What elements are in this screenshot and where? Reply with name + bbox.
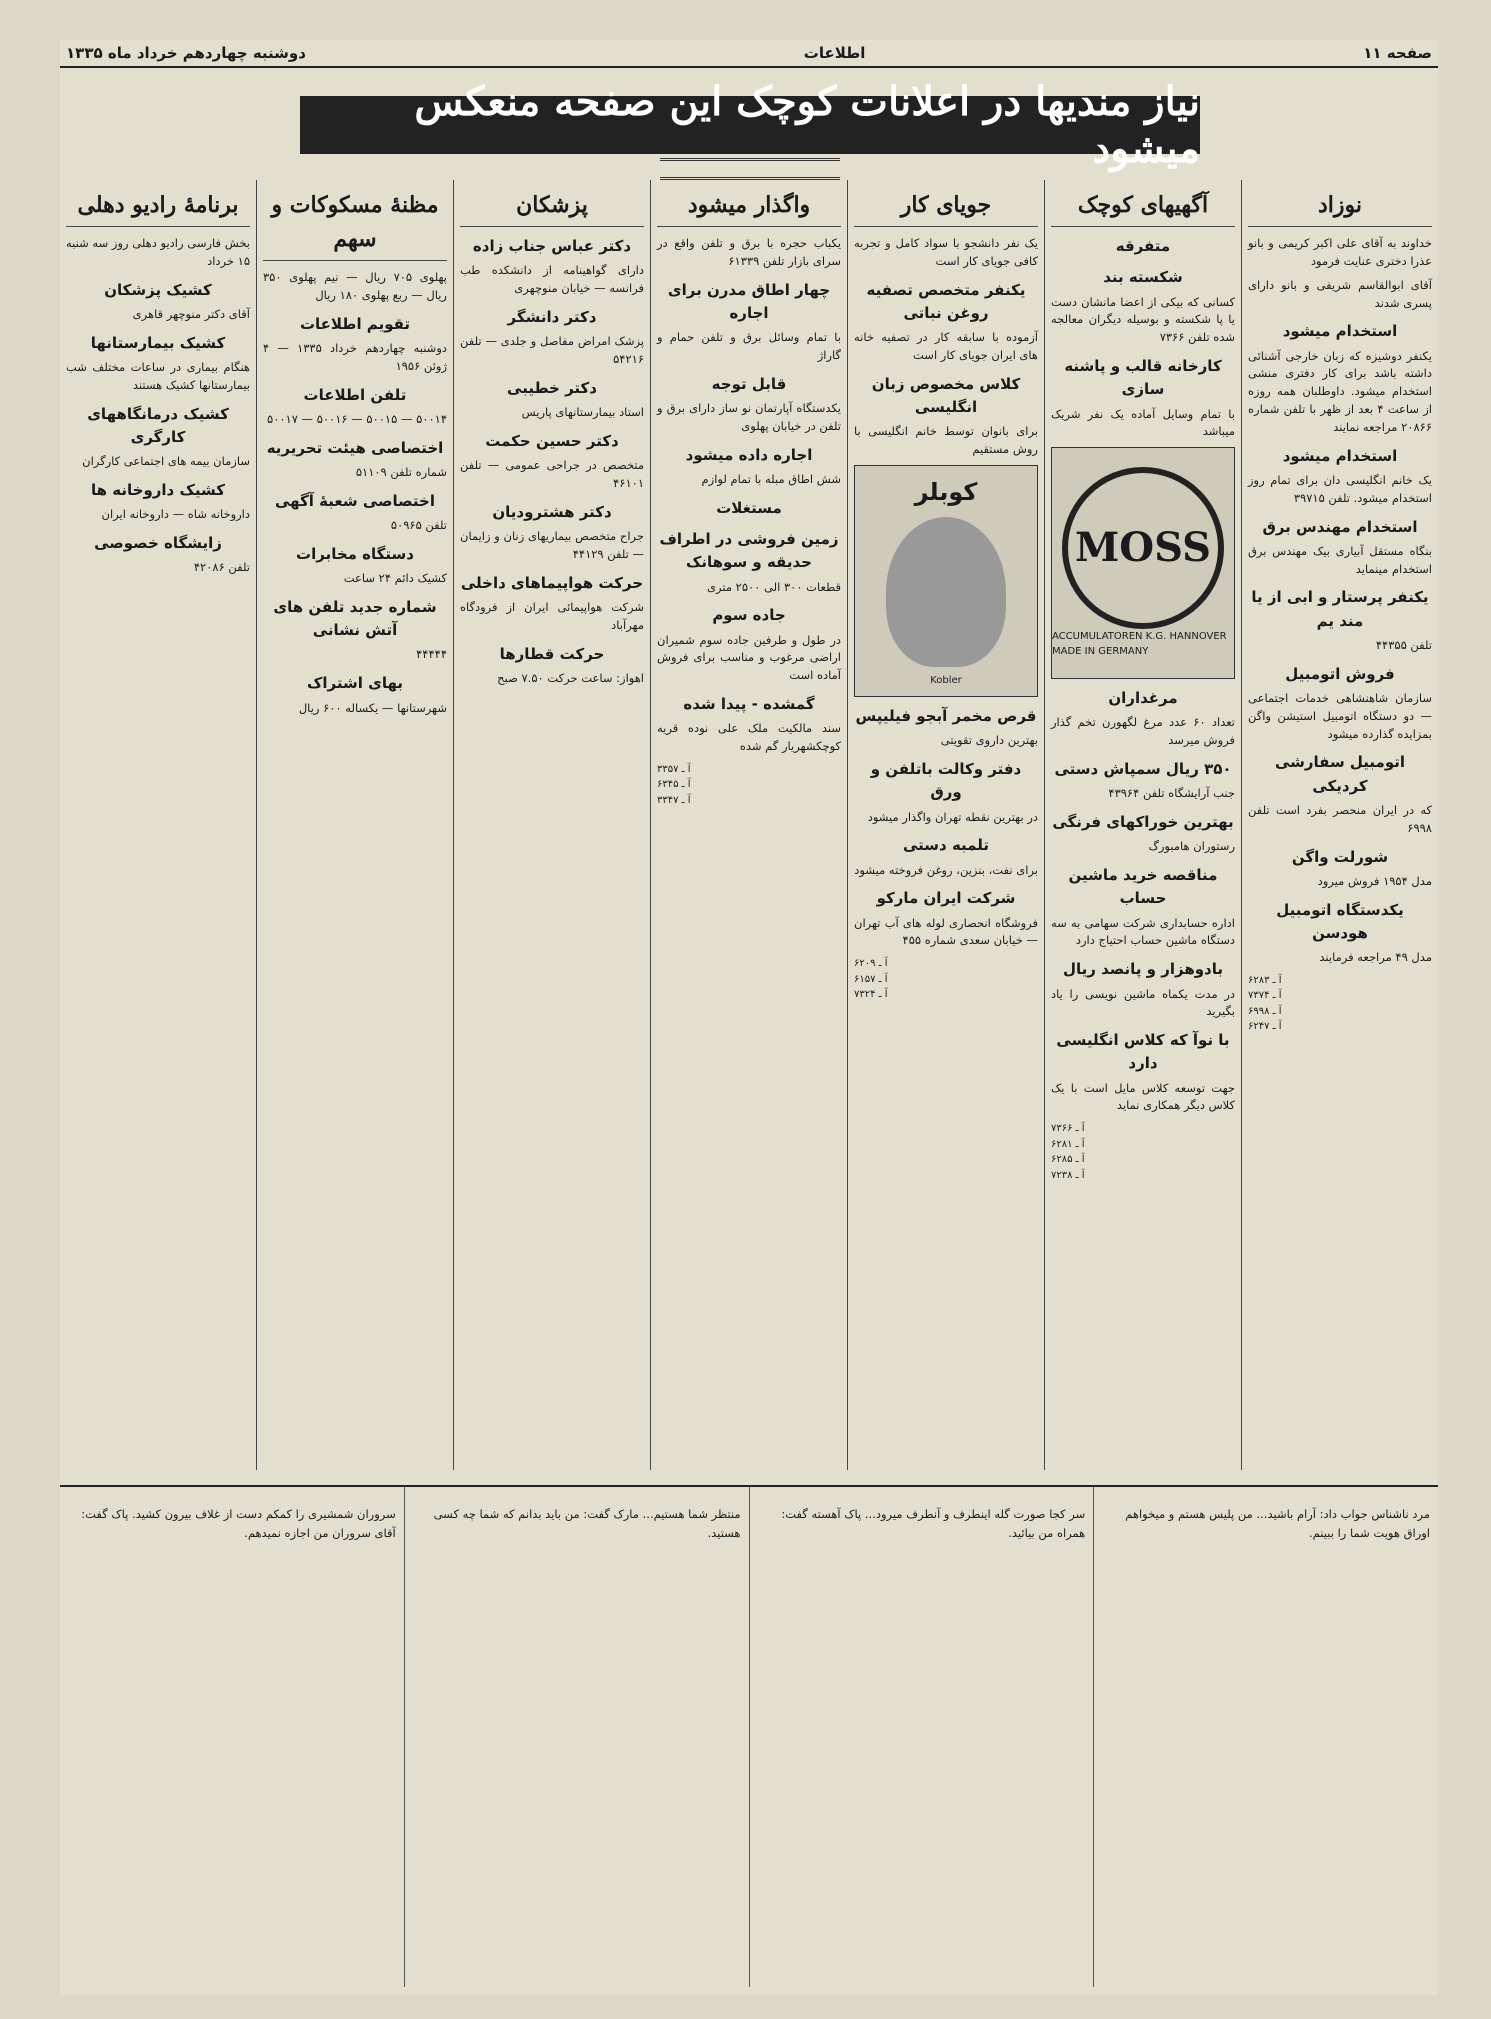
ornament-divider [660, 158, 840, 180]
ad-heading: دکتر خطیبی [507, 378, 597, 397]
story-text: سروران شمشیری را کمکم دست از غلاف بیرون کشید. پاک گفت: آقای سروران من اجازه نمیدهم. [81, 1506, 396, 1541]
ad-heading: تقویم اطلاعات [299, 314, 411, 333]
story-column [60, 1487, 404, 1987]
ad-heading: اختصاصی هیئت تحریریه [266, 438, 444, 457]
classified-column [650, 180, 847, 1470]
column-title: مظنهٔ مسکوکات و سهم [263, 188, 447, 261]
classified-column [1241, 180, 1438, 1470]
ad-text: در طول و طرفین جاده سوم شمیران اراضی مرغوب و مناسب برای فروش آماده است [657, 632, 841, 683]
ad-heading: استخدام میشود [1282, 322, 1398, 341]
ad-caption: ACCUMULATOREN K.G. HANNOVER MADE IN GERMANY [1052, 630, 1227, 658]
ad-text: پهلوی ۷۰۵ ریال — نیم پهلوی ۳۵۰ ریال — ربع پهلوی ۱۸۰ ریال [263, 270, 448, 302]
ad-text: برای نفت، بنزین، روغن فروخته میشود [854, 862, 1038, 877]
ad-code: آ ـ ۳۳۴۷ [657, 794, 691, 806]
ad-heading: کلاس مخصوص زبان انگلیسی [871, 374, 1021, 417]
ad-caption: Kobler [930, 674, 962, 686]
ad-text: آقای دکتر منوچهر قاهری [132, 306, 250, 321]
ad-heading: دفتر وکالت باتلفن و ورق [870, 760, 1022, 802]
ad-text: دوشنبه چهاردهم خرداد ۱۳۳۵ — ۴ ژوئن ۱۹۵۶ [263, 341, 447, 373]
story-column [749, 1487, 1094, 1987]
ad-heading: مرغداران [1108, 689, 1178, 708]
ad-text: شرکت هواپیمائی ایران از فرودگاه مهرآباد [460, 599, 644, 632]
ad-heading: مناقصه خرید ماشین حساب [1068, 866, 1218, 908]
ad-text: تلفن ۴۲۰۸۶ [193, 560, 250, 575]
page-header [60, 40, 1438, 68]
ad-code: آ ـ ۷۳۷۴ [1248, 990, 1282, 1002]
ad-heading: شورلت واگن [1291, 847, 1389, 866]
ad-text: بنگاه مستقل آبیاری بیک مهندس برق استخدام مینماید [1248, 543, 1432, 576]
ad-code: آ ـ ۶۲۸۳ [1248, 974, 1282, 986]
ad-brand: کوبلر [914, 477, 978, 506]
ad-text: آزموده با سابقه کار در تصفیه خانه های ایران جویای کار است [854, 330, 1038, 363]
moss-logo: MOSS [1062, 467, 1224, 629]
story-column [1093, 1487, 1438, 1987]
ad-heading: بهترین خوراکهای فرنگی [1052, 813, 1234, 832]
newspaper-page [60, 40, 1438, 1995]
ad-text: یکنفر دوشیزه که زبان خارجی آشنائی داشته باشد برای کار دفتری منشی استخدام میشود. داوطلبان همه روزه از ساعت ۴ بعد از ظهر با تلفن شماره ۲۰۸۶۶ مراجعه نمایند [1248, 348, 1433, 434]
classifieds-banner: نیاز مندیها در اعلانات کوچک این صفحه منعکس میشود [300, 96, 1200, 154]
ad-text: یکدستگاه آپارتمان نو ساز دارای برق و تلفن در خیابان پهلوی [657, 401, 841, 433]
ad-text: بخش فارسی رادیو دهلی روز سه شنبه ۱۵ خرداد [66, 236, 250, 268]
story-text: منتظر شما هستیم... مارک گفت: من باید بدانم که شما چه کسی هستید. [433, 1506, 741, 1541]
ad-code: آ ـ ۶۲۸۵ [1051, 1154, 1085, 1166]
ad-heading: دکتر عباس جناب زاده [472, 237, 632, 256]
ad-text: سازمان بیمه های اجتماعی کارگران [82, 454, 250, 469]
ad-text: فروشگاه انحصاری لوله های آب تهران — خیابان سعدی شماره ۴۵۵ [854, 915, 1038, 948]
ad-heading: قرص مخمر آبجو فیلیپس [855, 706, 1037, 725]
ad-code: آ ـ ۳۳۵۷ [657, 763, 691, 775]
ad-text: که در ایران منحصر بفرد است تلفن ۶۹۹۸ [1248, 802, 1432, 835]
ad-text: شماره تلفن ۵۱۱۰۹ [355, 465, 447, 479]
column-title: برنامهٔ رادیو دهلی [66, 188, 250, 227]
ad-text: قطعات ۳۰۰ الی ۲۵۰۰ متری [707, 579, 841, 594]
ad-heading: یکدستگاه اتومبیل هودسن [1276, 900, 1404, 942]
ad-heading: زمین فروشی در اطراف حدیقه و سوهانک [659, 530, 839, 572]
ad-heading: استخدام میشود [1282, 446, 1398, 465]
ad-heading: ۳۵۰ ریال سمپاش دستی [1054, 760, 1232, 779]
ad-code: آ ـ ۷۳۲۴ [854, 989, 888, 1001]
serial-story [60, 1485, 1438, 1987]
ad-heading: شکسته بند [1103, 268, 1183, 287]
ad-text: تلفن ۵۰۹۶۵ [390, 518, 447, 533]
ad-heading: یکنفر متخصص تصفیه روغن نباتی [866, 280, 1026, 322]
ad-text: رستوران هامبورگ [1148, 839, 1235, 854]
ad-text: اداره حسابداری شرکت سهامی به سه دستگاه ماشین حساب احتیاج دارد [1051, 915, 1235, 948]
ad-text: شهرستانها — یکساله ۶۰۰ ریال [298, 700, 447, 715]
ad-text: مدل ۱۹۵۴ فروش میرود [1317, 873, 1432, 888]
ad-heading: بادوهزار و پانصد ریال [1062, 960, 1224, 979]
ad-text: کشیک دائم ۲۴ ساعت [343, 571, 447, 586]
ad-heading: بهای اشتراک [307, 674, 403, 693]
ad-heading: شرکت ایران مارکو [876, 889, 1016, 908]
ad-heading: کشیک داروخانه ها [91, 480, 225, 499]
column-title: واگذار میشود [657, 188, 841, 227]
advertisement [854, 465, 1038, 697]
ad-code: آ ـ ۶۲۸۱ [1051, 1138, 1085, 1150]
classified-column [453, 180, 650, 1470]
story-text: مرد ناشناس جواب داد: آرام باشید... من پلیس هستم و میخواهم اوراق هویت شما را ببینم. [1125, 1506, 1430, 1541]
ad-text: در بهترین نقطه تهران واگذار میشود [867, 809, 1038, 824]
ad-text: شش اطاق مبله با تمام لوازم [701, 471, 841, 486]
ad-heading: شماره جدید تلفن های آتش نشانی [273, 597, 437, 640]
ad-code: آ ـ ۷۳۶۶ [1051, 1123, 1085, 1135]
ad-text: داروخانه شاه — داروخانه ایران [101, 507, 250, 522]
column-title: پزشکان [460, 188, 644, 227]
ad-heading: کشیک درمانگاههای کارگری [87, 404, 229, 446]
ad-text: ۵۰۰۱۴ — ۵۰۰۱۵ — ۵۰۰۱۶ — ۵۰۰۱۷ [267, 411, 447, 426]
ad-code: آ ـ ۶۲۴۷ [1248, 1021, 1282, 1033]
ad-heading: تلفن اطلاعات [303, 385, 407, 404]
ad-text: یکباب حجره با برق و تلفن واقع در سرای بازار تلفن ۶۱۳۳۹ [657, 236, 841, 268]
ad-heading: تلمبه دستی [902, 836, 989, 855]
ad-text: سازمان شاهنشاهی خدمات اجتماعی — دو دستگاه اتومبیل استیشن واگن بمزایده گذارده میشود [1248, 690, 1432, 741]
classified-column [256, 180, 453, 1470]
ad-text: سند مالکیت ملک علی نوده قریه کوچکشهریار گم شده [657, 721, 841, 754]
classified-column [60, 180, 256, 1470]
ad-text: بهترین داروی تقویتی [940, 733, 1038, 748]
ad-heading: یکنفر پرستار و ابی از یا مند یم [1251, 588, 1429, 630]
ad-text: متخصص در جراحی عمومی — تلفن ۴۶۱۰۱ [460, 458, 644, 490]
ad-text: دارای گواهینامه از دانشکده طب فرانسه — خیابان منوچهری [460, 263, 644, 296]
ad-heading: دکتر هشترودیان [492, 502, 612, 521]
advertisement [1051, 447, 1235, 679]
ad-heading: حرکت هواپیماهای داخلی [460, 573, 644, 592]
ad-code: آ ـ ۶۱۵۷ [854, 973, 888, 985]
ad-heading: با نوآ که کلاس انگلیسی دارد [1056, 1031, 1230, 1073]
ad-heading: متفرقه [1115, 237, 1171, 256]
newspaper-name: اطلاعات [803, 44, 866, 62]
ad-code: آ ـ ۶۹۹۸ [1248, 1005, 1282, 1017]
ad-text: جنب آرایشگاه تلفن ۴۳۹۶۴ [1108, 786, 1235, 801]
ad-heading: گمشده - پیدا شده [683, 695, 815, 714]
ad-heading: چهار اطاق مدرن برای اجاره [667, 280, 831, 322]
ad-text: آقای ابوالقاسم شریفی و بانو دارای پسری شدند [1248, 277, 1432, 310]
ad-heading: مستغلات [716, 498, 782, 517]
ad-text: هنگام بیماری در ساعات مختلف شب بیمارستانها کشیک هستند [66, 360, 250, 392]
ad-text: خداوند به آقای علی اکبر کریمی و بانو عذرا دختری عنایت فرمود [1248, 236, 1432, 268]
ad-heading: اختصاصی شعبهٔ آگهی [275, 491, 435, 510]
ad-code: آ ـ ۷۲۳۸ [1051, 1169, 1085, 1181]
ad-heading: دکتر دانشگر [507, 307, 597, 326]
ad-text: ۴۴۴۴۴ [416, 647, 447, 662]
ad-heading: دستگاه مخابرات [296, 544, 414, 563]
classifieds-columns [60, 180, 1438, 1470]
ad-text: جراح متخصص بیماریهای زنان و زایمان — تلفن ۴۴۱۲۹ [460, 529, 644, 561]
ad-text: یک نفر دانشجو با سواد کامل و تجربه کافی جویای کار است [854, 236, 1038, 268]
ad-text: پزشک امراض مفاصل و جلدی — تلفن ۵۴۲۱۶ [460, 334, 644, 367]
page-number: صفحه ۱۱ [1363, 44, 1432, 62]
ad-heading: کشیک پزشکان [104, 280, 212, 299]
column-title: جویای کار [854, 188, 1038, 227]
ad-heading: حرکت قطارها [499, 644, 605, 663]
story-column [404, 1487, 749, 1987]
ad-code: آ ـ ۶۲۰۹ [854, 958, 888, 970]
ad-text: یک خانم انگلیسی دان برای تمام روز استخدام میشود. تلفن ۳۹۷۱۵ [1248, 472, 1432, 505]
column-title: نوزاد [1248, 188, 1432, 227]
column-title: آگهیهای کوچک [1051, 188, 1235, 227]
ad-text: اهواز: ساعت حرکت ۷.۵۰ صبح [497, 670, 644, 685]
ad-heading: کارخانه قالب و پاشنه سازی [1064, 357, 1222, 399]
ad-heading: فروش اتومبیل [1285, 664, 1395, 683]
ad-heading: کشیک بیمارستانها [90, 333, 226, 352]
ad-heading: زایشگاه خصوصی [94, 534, 222, 553]
ad-text: با تمام وسائل برق و تلفن حمام و گاراژ [657, 330, 841, 363]
ad-code: آ ـ ۶۳۴۵ [657, 779, 691, 791]
ad-text: برای بانوان توسط خانم انگلیسی با روش مستقیم [854, 424, 1038, 457]
issue-date: دوشنبه چهاردهم خرداد ماه ۱۳۳۵ [66, 44, 306, 62]
ad-text: جهت توسعه کلاس مایل است با یک کلاس دیگر همکاری نماید [1051, 1080, 1235, 1113]
ad-text: کسانی که بیکی از اعضا مانشان دست یا پا شکسته و بوسیله دیگران معالجه شده تلفن ۷۳۶۶ [1051, 294, 1235, 345]
classified-column [847, 180, 1044, 1470]
ad-heading: جاده سوم [712, 606, 786, 625]
portrait-image [886, 517, 1006, 667]
ad-heading: قابل توجه [711, 374, 787, 393]
ad-heading: استخدام مهندس برق [1262, 517, 1418, 536]
ad-text: مدل ۴۹ مراجعه فرمایند [1319, 950, 1432, 965]
classified-column [1044, 180, 1241, 1470]
ad-text: استاد بیمارستانهای پاریس [521, 405, 644, 420]
ad-text: تعداد ۶۰ عدد مرغ لگهورن تخم گذار فروش میرسد [1051, 715, 1235, 748]
ad-heading: اتومبیل سفارشی کردیکی [1274, 753, 1406, 795]
story-text: سر کجا صورت گله اینطرف و آنطرف میرود... پاک آهسته گفت: همراه من بیائید. [781, 1506, 1086, 1541]
ad-heading: دکتر حسین حکمت [485, 431, 619, 450]
ad-text: در مدت یکماه ماشین نویسی را یاد بگیرید [1051, 986, 1235, 1019]
ad-text: با تمام وسایل آماده یک نفر شریک میباشد [1051, 406, 1235, 439]
ad-text: تلفن ۴۴۳۵۵ [1375, 637, 1432, 652]
ad-heading: اجاره داده میشود [685, 445, 813, 464]
